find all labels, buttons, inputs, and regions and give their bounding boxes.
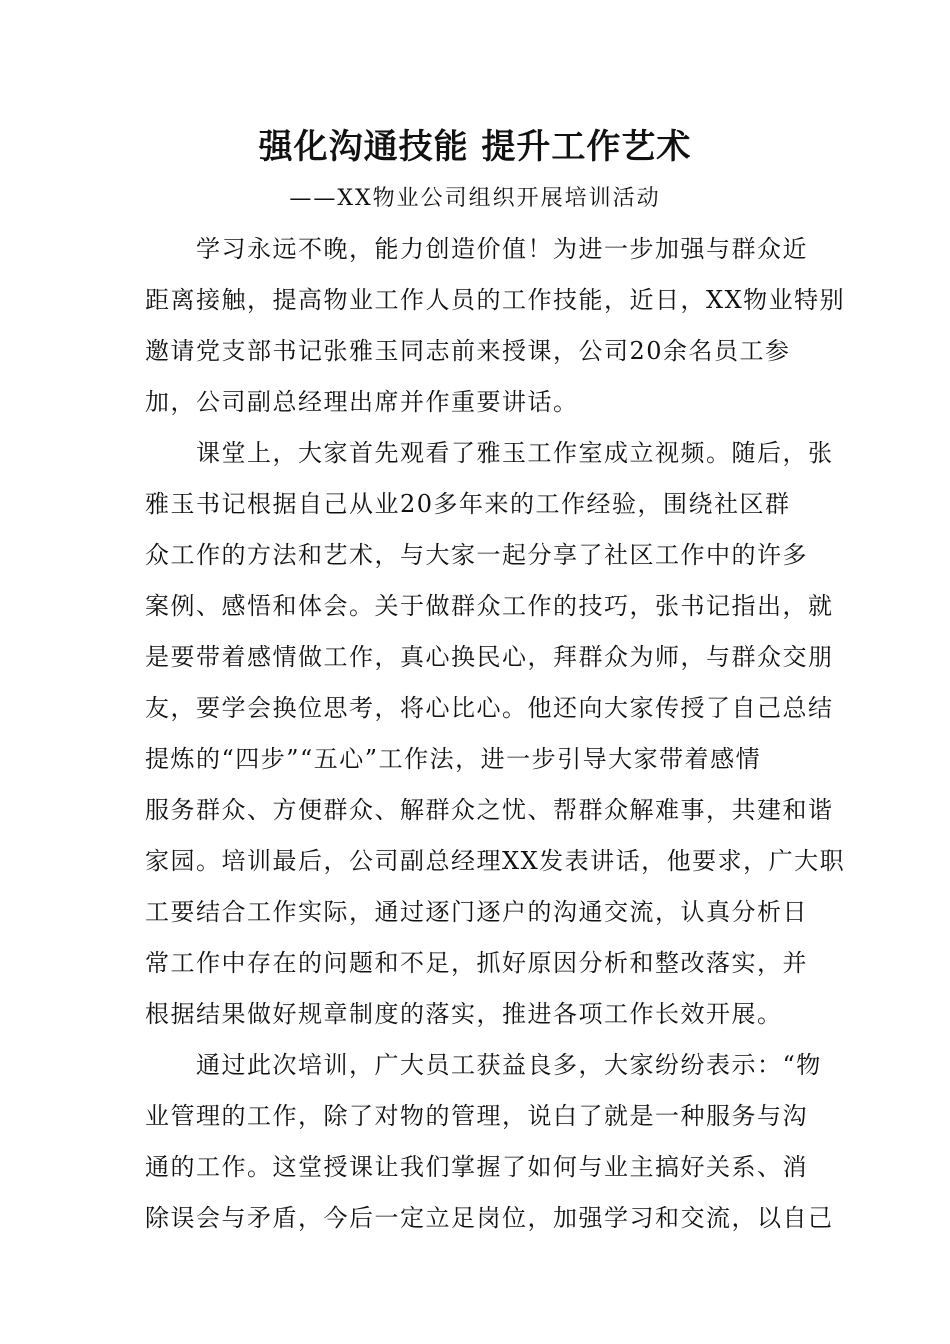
paragraph-line: 课堂上，大家首先观看了雅玉工作室成立视频。随后，张 <box>145 439 834 467</box>
paragraph-line: 除误会与矛盾，今后一定立足岗位，加强学习和交流，以自己 <box>145 1204 834 1232</box>
paragraph-3 <box>145 1040 834 1244</box>
paragraph-2 <box>145 428 846 1040</box>
document-subtitle: ——XX物业公司组织开展培训活动 <box>289 186 661 211</box>
paragraph-line: 通过此次培训，广大员工获益良多，大家纷纷表示：“物 <box>145 1051 822 1079</box>
paragraph-1 <box>145 224 846 428</box>
paragraph-line: 案例、感悟和体会。关于做群众工作的技巧，张书记指出，就 <box>145 592 834 620</box>
paragraph-line: 根据结果做好规章制度的落实，推进各项工作长效开展。 <box>145 1000 783 1028</box>
paragraph-line: 学习永远不晚，能力创造价值！为进一步加强与群众近 <box>145 235 808 263</box>
paragraph-line: 友，要学会换位思考，将心比心。他还向大家传授了自己总结 <box>145 694 834 722</box>
paragraph-line: 家园。培训最后，公司副总经理XX发表讲话，他要求，广大职 <box>145 847 846 875</box>
paragraph-line: 众工作的方法和艺术，与大家一起分享了社区工作中的许多 <box>145 541 808 569</box>
paragraph-line: 距离接触，提高物业工作人员的工作技能，近日，XX物业特别 <box>145 286 846 314</box>
paragraph-line: 提炼的“四步”“五心”工作法，进一步引导大家带着感情 <box>145 745 762 773</box>
paragraph-line: 是要带着感情做工作，真心换民心，拜群众为师，与群众交朋 <box>145 643 834 671</box>
paragraph-line: 业管理的工作，除了对物的管理，说白了就是一种服务与沟 <box>145 1102 808 1130</box>
paragraph-line: 常工作中存在的问题和不足，抓好原因分析和整改落实，并 <box>145 949 808 977</box>
document-body <box>145 224 846 1244</box>
paragraph-line: 工要结合工作实际，通过逐门逐户的沟通交流，认真分析日 <box>145 898 808 926</box>
paragraph-line: 通的工作。这堂授课让我们掌握了如何与业主搞好关系、消 <box>145 1153 808 1181</box>
paragraph-line: 服务群众、方便群众、解群众之忧、帮群众解难事，共建和谐 <box>145 796 834 824</box>
paragraph-line: 加，公司副总经理出席并作重要讲话。 <box>145 388 579 416</box>
paragraph-line: 雅玉书记根据自己从业20多年来的工作经验，围绕社区群 <box>145 490 791 518</box>
document-title: 强化沟通技能 提升工作艺术 <box>258 127 692 167</box>
paragraph-line: 邀请党支部书记张雅玉同志前来授课，公司20余名员工参 <box>145 337 791 365</box>
